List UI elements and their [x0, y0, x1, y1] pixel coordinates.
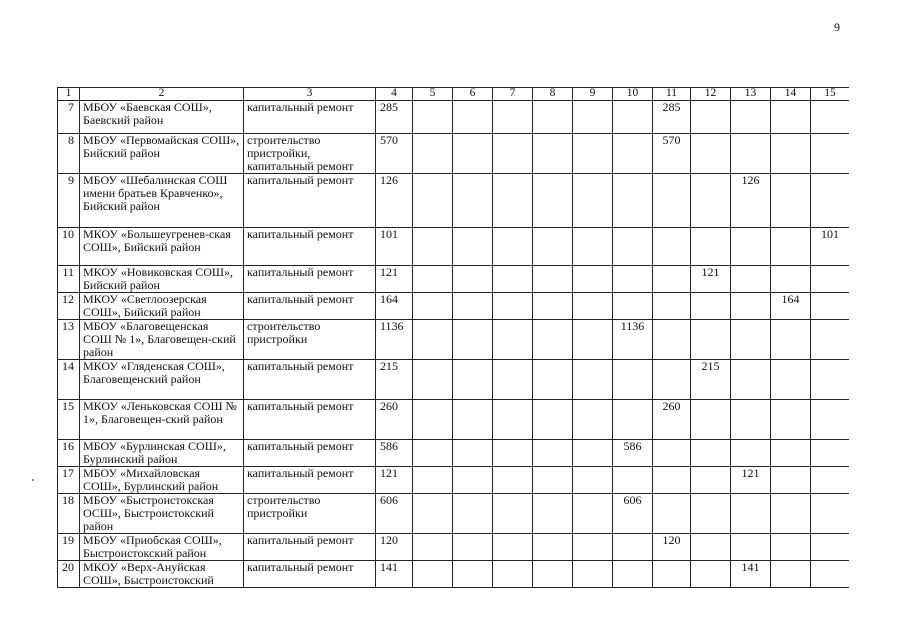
table-row: [58, 293, 850, 320]
empty-cell: [613, 467, 653, 494]
year-value: 164: [771, 293, 811, 320]
empty-cell: [613, 134, 653, 174]
empty-cell: [731, 266, 771, 293]
empty-cell: [573, 174, 613, 228]
empty-cell: [573, 360, 613, 400]
empty-cell: [533, 467, 573, 494]
empty-cell: [413, 534, 453, 561]
column-header-7: 7: [493, 88, 533, 101]
table-row: [58, 134, 850, 174]
empty-cell: [613, 228, 653, 266]
empty-cell: [771, 101, 811, 134]
table-row: [58, 400, 850, 440]
empty-cell: [453, 534, 493, 561]
empty-cell: [731, 320, 771, 360]
empty-cell: [413, 467, 453, 494]
empty-cell: [653, 320, 691, 360]
empty-cell: [653, 561, 691, 588]
empty-cell: [691, 561, 731, 588]
total-value: 215: [376, 360, 413, 400]
table-row: [58, 174, 850, 228]
empty-cell: [413, 440, 453, 467]
column-header-10: 10: [613, 88, 653, 101]
column-header-2: 2: [80, 88, 244, 101]
empty-cell: [493, 561, 533, 588]
year-value: 285: [653, 101, 691, 134]
empty-cell: [493, 174, 533, 228]
empty-cell: [771, 266, 811, 293]
empty-cell: [493, 440, 533, 467]
empty-cell: [413, 561, 453, 588]
year-value: 126: [731, 174, 771, 228]
work-type: строительство пристройки: [244, 320, 376, 360]
empty-cell: [691, 534, 731, 561]
school-name: МБОУ «Бурлинская СОШ», Бурлинский район: [80, 440, 244, 467]
empty-cell: [613, 293, 653, 320]
empty-cell: [453, 293, 493, 320]
empty-cell: [811, 174, 850, 228]
total-value: 164: [376, 293, 413, 320]
empty-cell: [413, 293, 453, 320]
empty-cell: [413, 101, 453, 134]
empty-cell: [771, 561, 811, 588]
total-value: 586: [376, 440, 413, 467]
work-type: капитальный ремонт: [244, 266, 376, 293]
total-value: 126: [376, 174, 413, 228]
empty-cell: [613, 266, 653, 293]
year-value: 586: [613, 440, 653, 467]
year-value: 1136: [613, 320, 653, 360]
empty-cell: [731, 360, 771, 400]
empty-cell: [613, 400, 653, 440]
total-value: 260: [376, 400, 413, 440]
empty-cell: [771, 494, 811, 534]
year-value: 121: [691, 266, 731, 293]
work-type: капитальный ремонт: [244, 467, 376, 494]
empty-cell: [413, 266, 453, 293]
empty-cell: [453, 266, 493, 293]
empty-cell: [533, 293, 573, 320]
column-header-9: 9: [573, 88, 613, 101]
empty-cell: [453, 467, 493, 494]
work-type: строительство пристройки: [244, 494, 376, 534]
empty-cell: [613, 174, 653, 228]
table-row: [58, 494, 850, 534]
empty-cell: [533, 320, 573, 360]
empty-cell: [533, 101, 573, 134]
work-type: строительство пристройки, капитальный ремонт: [244, 134, 376, 174]
school-name: МКОУ «Леньковская СОШ № 1», Благовещен-ский район: [80, 400, 244, 440]
empty-cell: [691, 101, 731, 134]
total-value: 121: [376, 467, 413, 494]
total-value: 1136: [376, 320, 413, 360]
empty-cell: [771, 134, 811, 174]
empty-cell: [691, 320, 731, 360]
row-number: 16: [58, 440, 80, 467]
empty-cell: [453, 228, 493, 266]
empty-cell: [811, 360, 850, 400]
empty-cell: [453, 360, 493, 400]
empty-cell: [533, 360, 573, 400]
table-row: [58, 561, 850, 588]
table-row: [58, 467, 850, 494]
empty-cell: [811, 320, 850, 360]
empty-cell: [771, 228, 811, 266]
empty-cell: [573, 320, 613, 360]
empty-cell: [413, 174, 453, 228]
column-header-13: 13: [731, 88, 771, 101]
empty-cell: [771, 467, 811, 494]
empty-cell: [533, 400, 573, 440]
empty-cell: [653, 293, 691, 320]
empty-cell: [413, 228, 453, 266]
total-value: 570: [376, 134, 413, 174]
column-header-3: 3: [244, 88, 376, 101]
work-type: капитальный ремонт: [244, 174, 376, 228]
empty-cell: [811, 400, 850, 440]
year-value: 141: [731, 561, 771, 588]
empty-cell: [533, 266, 573, 293]
empty-cell: [731, 534, 771, 561]
work-type: капитальный ремонт: [244, 534, 376, 561]
empty-cell: [691, 440, 731, 467]
page-number: 9: [834, 20, 840, 34]
column-header-14: 14: [771, 88, 811, 101]
school-name: МБОУ «Приобская СОШ», Быстроистокский район: [80, 534, 244, 561]
empty-cell: [453, 440, 493, 467]
empty-cell: [453, 561, 493, 588]
school-name: МКОУ «Светлоозерская СОШ», Бийский район: [80, 293, 244, 320]
work-type: капитальный ремонт: [244, 400, 376, 440]
column-header-4: 4: [376, 88, 413, 101]
table-row: [58, 266, 850, 293]
row-number: 11: [58, 266, 80, 293]
work-type: капитальный ремонт: [244, 228, 376, 266]
empty-cell: [771, 534, 811, 561]
empty-cell: [731, 101, 771, 134]
empty-cell: [731, 293, 771, 320]
empty-cell: [731, 228, 771, 266]
table-row: [58, 534, 850, 561]
table-row: [58, 101, 850, 134]
empty-cell: [653, 266, 691, 293]
empty-cell: [493, 494, 533, 534]
empty-cell: [573, 467, 613, 494]
empty-cell: [653, 174, 691, 228]
empty-cell: [573, 561, 613, 588]
empty-cell: [811, 266, 850, 293]
total-value: 101: [376, 228, 413, 266]
empty-cell: [771, 440, 811, 467]
year-value: 260: [653, 400, 691, 440]
empty-cell: [771, 320, 811, 360]
empty-cell: [533, 134, 573, 174]
total-value: 121: [376, 266, 413, 293]
empty-cell: [811, 494, 850, 534]
row-number: 18: [58, 494, 80, 534]
empty-cell: [493, 400, 533, 440]
row-number: 7: [58, 101, 80, 134]
work-type: капитальный ремонт: [244, 360, 376, 400]
empty-cell: [573, 134, 613, 174]
row-number: 10: [58, 228, 80, 266]
empty-cell: [573, 400, 613, 440]
empty-cell: [413, 360, 453, 400]
empty-cell: [613, 101, 653, 134]
empty-cell: [613, 561, 653, 588]
empty-cell: [573, 494, 613, 534]
row-number: 14: [58, 360, 80, 400]
empty-cell: [493, 228, 533, 266]
school-name: МКОУ «Новиковская СОШ», Бийский район: [80, 266, 244, 293]
empty-cell: [573, 293, 613, 320]
schedule-table-container: [57, 87, 849, 597]
empty-cell: [811, 293, 850, 320]
year-value: 101: [811, 228, 850, 266]
empty-cell: [493, 320, 533, 360]
empty-cell: [573, 228, 613, 266]
empty-cell: [653, 440, 691, 467]
empty-cell: [413, 320, 453, 360]
schedule-table: [57, 87, 849, 588]
table-row: [58, 228, 850, 266]
table-row: [58, 440, 850, 467]
year-value: 570: [653, 134, 691, 174]
empty-cell: [691, 134, 731, 174]
empty-cell: [493, 293, 533, 320]
empty-cell: [413, 494, 453, 534]
empty-cell: [533, 174, 573, 228]
empty-cell: [413, 400, 453, 440]
empty-cell: [811, 534, 850, 561]
row-number: 19: [58, 534, 80, 561]
empty-cell: [613, 360, 653, 400]
empty-cell: [493, 266, 533, 293]
scan-speck: [32, 479, 34, 481]
column-header-8: 8: [533, 88, 573, 101]
school-name: МКОУ «Гляденская СОШ», Благовещенский район: [80, 360, 244, 400]
year-value: 215: [691, 360, 731, 400]
empty-cell: [811, 467, 850, 494]
table-body: [58, 88, 850, 588]
empty-cell: [691, 494, 731, 534]
empty-cell: [771, 174, 811, 228]
row-number: 13: [58, 320, 80, 360]
total-value: 141: [376, 561, 413, 588]
empty-cell: [691, 467, 731, 494]
row-number: 17: [58, 467, 80, 494]
row-number: 20: [58, 561, 80, 588]
empty-cell: [731, 400, 771, 440]
work-type: капитальный ремонт: [244, 561, 376, 588]
school-name: МКОУ «Большеугренев-ская СОШ», Бийский район: [80, 228, 244, 266]
empty-cell: [453, 101, 493, 134]
empty-cell: [453, 400, 493, 440]
row-number: 9: [58, 174, 80, 228]
empty-cell: [533, 440, 573, 467]
empty-cell: [533, 494, 573, 534]
empty-cell: [453, 134, 493, 174]
empty-cell: [811, 101, 850, 134]
empty-cell: [533, 228, 573, 266]
row-number: 15: [58, 400, 80, 440]
school-name: МБОУ «Благовещенская СОШ № 1», Благовещен-ский район: [80, 320, 244, 360]
year-value: 120: [653, 534, 691, 561]
empty-cell: [493, 101, 533, 134]
school-name: МБОУ «Баевская СОШ», Баевский район: [80, 101, 244, 134]
row-number: 12: [58, 293, 80, 320]
empty-cell: [811, 134, 850, 174]
column-number-row: [58, 88, 850, 101]
empty-cell: [731, 134, 771, 174]
empty-cell: [691, 400, 731, 440]
work-type: капитальный ремонт: [244, 440, 376, 467]
empty-cell: [653, 360, 691, 400]
column-header-15: 15: [811, 88, 850, 101]
empty-cell: [613, 534, 653, 561]
empty-cell: [771, 400, 811, 440]
year-value: 121: [731, 467, 771, 494]
total-value: 285: [376, 101, 413, 134]
work-type: капитальный ремонт: [244, 293, 376, 320]
year-value: 606: [613, 494, 653, 534]
column-header-12: 12: [691, 88, 731, 101]
school-name: МБОУ «Первомайская СОШ», Бийский район: [80, 134, 244, 174]
empty-cell: [653, 228, 691, 266]
school-name: МБОУ «Шебалинская СОШ имени братьев Кравченко», Бийский район: [80, 174, 244, 228]
total-value: 606: [376, 494, 413, 534]
empty-cell: [771, 360, 811, 400]
empty-cell: [573, 266, 613, 293]
empty-cell: [533, 561, 573, 588]
empty-cell: [691, 293, 731, 320]
empty-cell: [493, 134, 533, 174]
empty-cell: [453, 494, 493, 534]
column-header-6: 6: [453, 88, 493, 101]
column-header-11: 11: [653, 88, 691, 101]
empty-cell: [453, 320, 493, 360]
school-name: МБОУ «Быстроистокская ОСШ», Быстроистокский район: [80, 494, 244, 534]
school-name: МКОУ «Верх-Ануйская СОШ», Быстроистокский: [80, 561, 244, 588]
empty-cell: [811, 561, 850, 588]
row-number: 8: [58, 134, 80, 174]
empty-cell: [533, 534, 573, 561]
empty-cell: [453, 174, 493, 228]
empty-cell: [691, 228, 731, 266]
empty-cell: [573, 440, 613, 467]
empty-cell: [811, 440, 850, 467]
table-row: [58, 320, 850, 360]
empty-cell: [731, 440, 771, 467]
empty-cell: [493, 360, 533, 400]
empty-cell: [493, 467, 533, 494]
empty-cell: [691, 174, 731, 228]
empty-cell: [653, 494, 691, 534]
column-header-1: 1: [58, 88, 80, 101]
empty-cell: [573, 534, 613, 561]
work-type: капитальный ремонт: [244, 101, 376, 134]
empty-cell: [731, 494, 771, 534]
empty-cell: [573, 101, 613, 134]
total-value: 120: [376, 534, 413, 561]
column-header-5: 5: [413, 88, 453, 101]
empty-cell: [653, 467, 691, 494]
empty-cell: [413, 134, 453, 174]
school-name: МБОУ «Михайловская СОШ», Бурлинский район: [80, 467, 244, 494]
empty-cell: [493, 534, 533, 561]
table-row: [58, 360, 850, 400]
